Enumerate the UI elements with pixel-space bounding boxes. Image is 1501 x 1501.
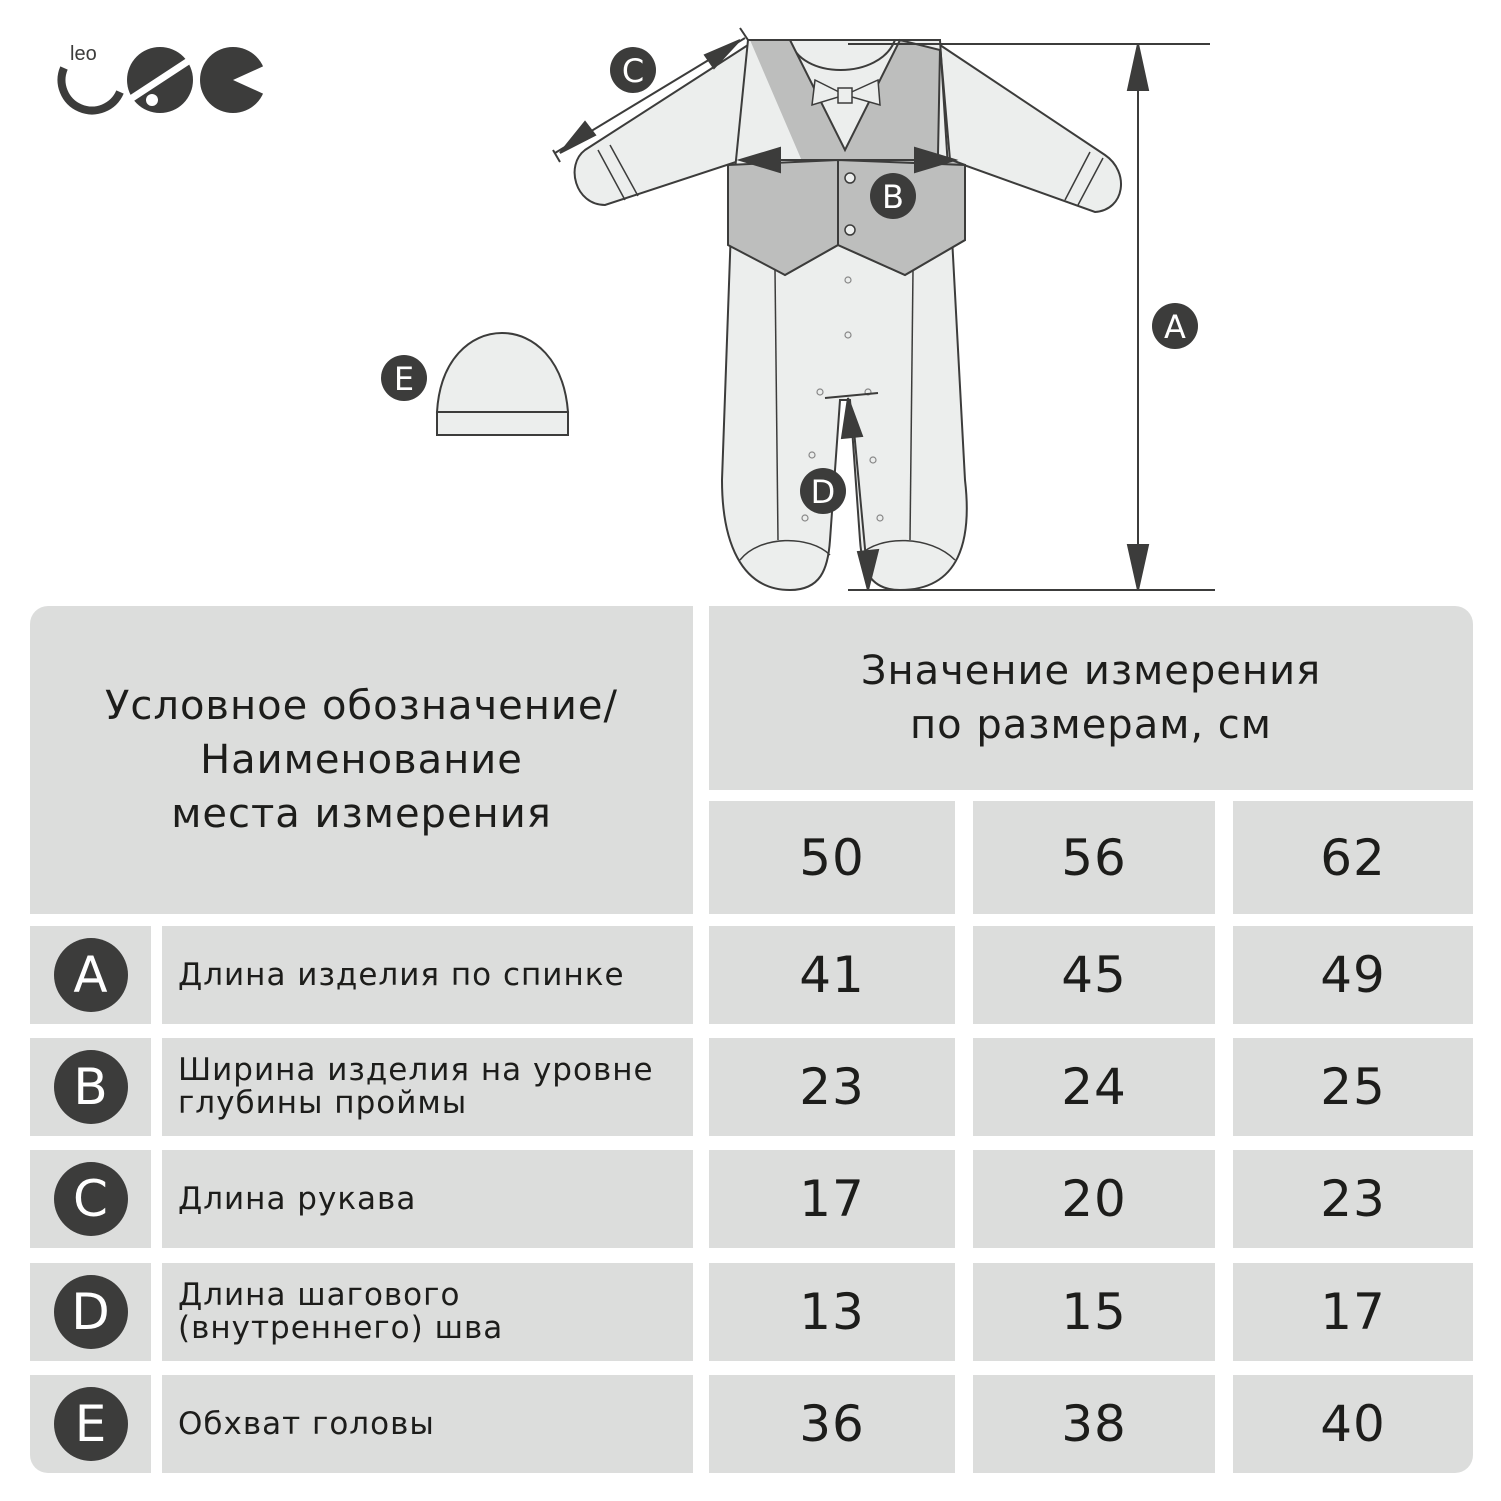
row-a-name-line-1: Длина изделия по спинке: [178, 956, 625, 993]
row-e-letter-cell: [30, 1375, 151, 1473]
row-c-name-line-1: Длина рукава: [178, 1180, 417, 1217]
romper-illustration: [575, 40, 1121, 590]
header-designation: [30, 606, 693, 914]
row-a-badge: A: [54, 938, 128, 1012]
row-e-name-line-1: Обхват головы: [178, 1405, 435, 1442]
row-b-value-50: 23: [709, 1038, 955, 1136]
hat-illustration: [437, 333, 568, 435]
size-header-50: 50: [709, 801, 955, 914]
row-d-badge: D: [54, 1275, 128, 1349]
row-b-value-62: 25: [1233, 1038, 1473, 1136]
badge-c-label: C: [621, 52, 645, 90]
row-c-letter-cell: [30, 1150, 151, 1248]
header-designation-line-1: Условное обозначение/: [105, 683, 618, 729]
row-d-value-62: 17: [1233, 1263, 1473, 1361]
header-values-line-2: по размерам, см: [910, 702, 1272, 748]
row-d-name-line-1: Длина шагового: [178, 1277, 461, 1313]
row-e-value-56: 38: [973, 1375, 1215, 1473]
row-d-letter-cell: [30, 1263, 151, 1361]
size-header-62: 62: [1233, 801, 1473, 914]
garment-diagram: [0, 0, 1501, 600]
row-c-value-50: 17: [709, 1150, 955, 1248]
header-values: [709, 606, 1473, 790]
row-b-letter-cell: [30, 1038, 151, 1136]
size-header-56: 56: [973, 801, 1215, 914]
row-d-name-line-2: (внутреннего) шва: [178, 1310, 504, 1346]
row-e-value-50: 36: [709, 1375, 955, 1473]
row-a-letter-cell: [30, 926, 151, 1024]
row-b-name: [162, 1038, 693, 1136]
badge-e-label: E: [393, 360, 415, 398]
row-a-name: [162, 926, 693, 1024]
row-b-badge: B: [54, 1050, 128, 1124]
badge-d-label: D: [810, 473, 836, 511]
row-d-value-50: 13: [709, 1263, 955, 1361]
row-a-value-50: 41: [709, 926, 955, 1024]
header-values-line-1: Значение измерения: [860, 648, 1322, 694]
row-a-value-62: 49: [1233, 926, 1473, 1024]
row-e-name: [162, 1375, 693, 1473]
row-c-value-62: 23: [1233, 1150, 1473, 1248]
row-a-value-56: 45: [973, 926, 1215, 1024]
row-b-name-line-2: глубины проймы: [178, 1085, 468, 1121]
row-b-name-line-1: Ширина изделия на уровне: [178, 1052, 654, 1088]
badge-a-label: A: [1164, 308, 1186, 346]
row-e-value-62: 40: [1233, 1375, 1473, 1473]
badge-b-label: B: [882, 178, 904, 216]
header-designation-line-2: Наименование: [200, 737, 523, 783]
row-e-badge: E: [54, 1387, 128, 1461]
logo-text: leo: [70, 43, 97, 65]
row-c-value-56: 20: [973, 1150, 1215, 1248]
header-designation-line-3: места измерения: [171, 791, 552, 837]
row-b-value-56: 24: [973, 1038, 1215, 1136]
row-c-name: [162, 1150, 693, 1248]
row-c-badge: C: [54, 1162, 128, 1236]
row-d-value-56: 15: [973, 1263, 1215, 1361]
row-d-name: [162, 1263, 693, 1361]
